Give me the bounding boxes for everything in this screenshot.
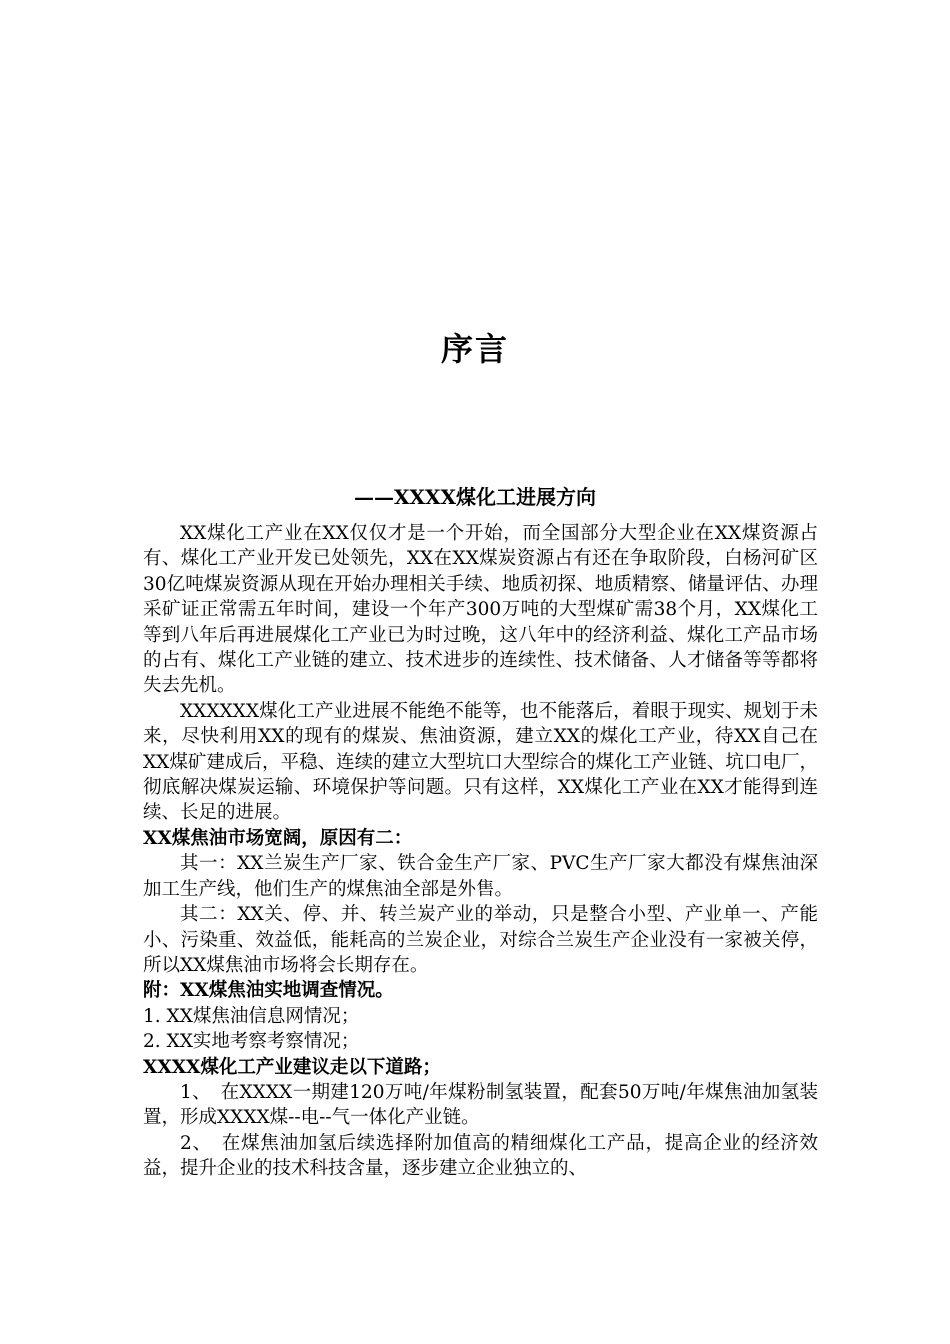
- document-body: [143, 521, 818, 1182]
- appendix-item-1: 1. XX煤焦油信息网情况；: [143, 1005, 360, 1027]
- market-reason-1: 其一：XX兰炭生产厂家、铁合金生产厂家、PVC生产厂家大都没有煤焦油深加工生产线，他们生产的煤焦油全部是外售。: [143, 853, 818, 900]
- section-heading-roadmap: XXXX煤化工产业建议走以下道路；: [143, 1056, 441, 1078]
- paragraph-development: XXXXXX煤化工产业进展不能绝不能等，也不能落后，着眼于现实、规划于未来，尽快利用XX的现有的煤炭、焦油资源，建立XX的煤化工产业，待XX自己在XX煤矿建成后，平稳、连续的建立大型坑口大型综合的煤化工产业链、坑口电厂，彻底解决煤炭运输、环境保护等问题。只有这样，XX煤化工产业在XX才能得到连续、长足的进展。: [143, 700, 818, 824]
- document-title: 序言: [440, 330, 509, 368]
- appendix-item-2: 2. XX实地考察考察情况；: [143, 1031, 360, 1053]
- document-subtitle: ——XXXX煤化工进展方向: [353, 485, 597, 509]
- paragraph-intro: XX煤化工产业在XX仅仅才是一个开始，而全国部分大型企业在XX煤资源占有、煤化工产业开发已处领先，XX在XX煤炭资源占有还在争取阶段，白杨河矿区30亿吨煤炭资源从现在开始办理相关手续、地质初探、地质精察、储量评估、办理采矿证正常需五年时间，建设一个年产300万吨的大型煤矿需38个月，XX煤化工等到八年后再进展煤化工产业已为时过晚，这八年中的经济利益、煤化工产品市场的占有、煤化工产业链的建立、技术进步的连续性、技术储备、人才储备等等都将失去先机。: [143, 523, 818, 697]
- roadmap-item-1: 1、 在XXXX一期建120万吨/年煤粉制氢装置，配套50万吨/年煤焦油加氢装置，形成XXXX煤--电--气一体化产业链。: [143, 1081, 818, 1129]
- section-heading-market: XX煤焦油市场宽阔，原因有二：: [143, 827, 413, 849]
- roadmap-item-2: 2、 在煤焦油加氢后续选择附加值高的精细煤化工产品，提高企业的经济效益，提升企业的技术科技含量，逐步建立企业独立的、: [143, 1132, 818, 1180]
- market-reason-2: 其二：XX关、停、并、转兰炭产业的举动，只是整合小型、产业单一、产能小、污染重、效益低，能耗高的兰炭企业，对综合兰炭生产企业没有一家被关停，所以XX煤焦油市场将会长期存在。: [143, 904, 818, 976]
- section-heading-appendix: 附：XX煤焦油实地调查情况。: [143, 980, 394, 1002]
